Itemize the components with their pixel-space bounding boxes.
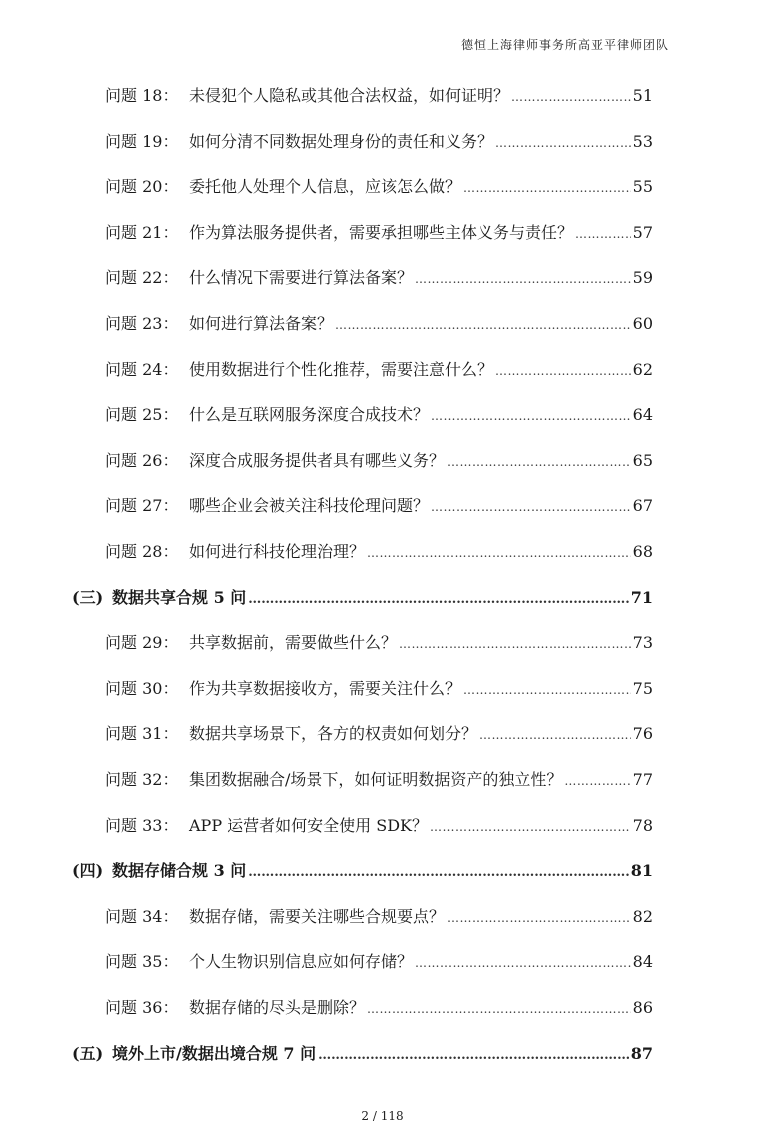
toc-question-entry[interactable] — [105, 405, 653, 426]
toc-question-entry[interactable] — [105, 952, 653, 973]
toc-entry-title: 什么情况下需要进行算法备案？ — [189, 268, 414, 288]
dot-leader — [463, 178, 631, 198]
toc-question-entry[interactable] — [105, 360, 653, 381]
toc-entry-page: 73 — [632, 633, 653, 653]
toc-question-entry[interactable] — [105, 132, 653, 153]
toc-entry-title: 什么是互联网服务深度合成技术？ — [189, 405, 430, 425]
toc-section-entry[interactable] — [72, 1044, 653, 1066]
toc-section-entry[interactable] — [72, 588, 653, 610]
toc-section-entry[interactable] — [72, 861, 653, 883]
dot-leader — [495, 133, 631, 153]
toc-question-entry[interactable] — [105, 314, 653, 335]
dot-leader — [399, 634, 631, 654]
toc-entry-number: 问题 32： — [105, 770, 179, 789]
toc-entry-number: 问题 30： — [105, 678, 179, 698]
dot-leader — [463, 680, 631, 700]
toc-question-entry[interactable] — [105, 770, 653, 791]
toc-entry-title: 委托他人处理个人信息，应该怎么做？ — [189, 177, 462, 197]
dot-leader — [447, 452, 631, 472]
toc-entry-number: 问题 33： — [105, 815, 179, 835]
toc-entry-page: 87 — [630, 1043, 653, 1063]
dot-leader — [367, 543, 631, 563]
toc-entry-page: 68 — [632, 542, 653, 561]
dot-leader — [318, 1046, 629, 1066]
dot-leader — [431, 497, 631, 517]
dot-leader — [564, 771, 630, 791]
toc-entry-page: 60 — [632, 314, 653, 333]
toc-entry-title: 数据共享合规 5 问 — [112, 587, 247, 607]
toc-entry-number: 问题 35： — [105, 952, 179, 972]
dot-leader — [479, 725, 631, 745]
toc-question-entry[interactable] — [105, 223, 653, 244]
toc-entry-title: 哪些企业会被关注科技伦理问题？ — [189, 496, 430, 516]
toc-question-entry[interactable] — [105, 907, 653, 928]
toc-entry-number: 问题 18： — [105, 86, 179, 105]
toc-entry-page: 57 — [632, 222, 653, 242]
toc-entry-number: 问题 29： — [105, 633, 179, 653]
toc-question-entry[interactable] — [105, 496, 653, 517]
toc-question-entry[interactable] — [105, 679, 653, 700]
toc-entry-number: 问题 28： — [105, 542, 179, 561]
dot-leader — [447, 908, 631, 928]
toc-question-entry[interactable] — [105, 177, 653, 198]
toc-entry-number: 问题 22： — [105, 268, 179, 288]
toc-entry-page: 86 — [632, 998, 653, 1017]
toc-entry-title: 集团数据融合/场景下，如何证明数据资产的独立性？ — [189, 770, 563, 789]
toc-entry-page: 81 — [630, 861, 653, 881]
toc-question-entry[interactable] — [105, 542, 653, 563]
toc-entry-number: 问题 27： — [105, 496, 179, 516]
toc-question-entry[interactable] — [105, 816, 653, 837]
toc-entry-title: 作为共享数据接收方，需要关注什么？ — [189, 678, 462, 698]
toc-entry-title: 未侵犯个人隐私或其他合法权益，如何证明？ — [189, 86, 510, 105]
toc-entry-number: 问题 20： — [105, 177, 179, 197]
toc-entry-number: 问题 36： — [105, 998, 179, 1017]
toc-entry-number: 问题 26： — [105, 450, 179, 470]
toc-entry-title: APP 运营者如何安全使用 SDK？ — [189, 815, 429, 835]
toc-entry-title: 作为算法服务提供者，需要承担哪些主体义务与责任？ — [189, 222, 574, 242]
toc-entry-title: 使用数据进行个性化推荐，需要注意什么？ — [189, 359, 494, 379]
dot-leader — [335, 315, 631, 335]
toc-entry-page: 59 — [632, 268, 653, 288]
toc-entry-page: 51 — [632, 86, 653, 105]
toc-entry-title: 数据存储，需要关注哪些合规要点？ — [189, 906, 446, 926]
toc-entry-number: 问题 23： — [105, 314, 179, 333]
dot-leader — [511, 87, 631, 107]
toc-entry-page: 64 — [632, 405, 653, 425]
toc-entry-page: 67 — [632, 496, 653, 516]
toc-entry-title: 如何进行科技伦理治理？ — [189, 542, 366, 561]
toc-question-entry[interactable] — [105, 268, 653, 289]
toc-entry-page: 84 — [632, 952, 653, 972]
dot-leader — [367, 999, 631, 1019]
toc-entry-page: 82 — [632, 906, 653, 926]
toc-entry-title: 深度合成服务提供者具有哪些义务？ — [189, 450, 446, 470]
toc-entry-number: 问题 31： — [105, 724, 179, 744]
toc-entry-number: 问题 19： — [105, 131, 179, 151]
toc-entry-number: (五) — [72, 1043, 104, 1063]
dot-leader — [431, 406, 631, 426]
dot-leader — [415, 953, 631, 973]
toc-entry-title: 共享数据前，需要做些什么？ — [189, 633, 398, 653]
toc-entry-number: 问题 34： — [105, 906, 179, 926]
toc-entry-title: 如何分清不同数据处理身份的责任和义务？ — [189, 131, 494, 151]
dot-leader — [248, 863, 628, 883]
toc-entry-page: 76 — [632, 724, 653, 744]
toc-entry-page: 77 — [632, 770, 653, 789]
toc-question-entry[interactable] — [105, 86, 653, 107]
toc-entry-page: 71 — [630, 587, 653, 607]
toc-entry-page: 62 — [632, 359, 653, 379]
toc-question-entry[interactable] — [105, 451, 653, 472]
toc-entry-title: 数据存储的尽头是删除？ — [189, 998, 366, 1017]
dot-leader — [430, 817, 631, 837]
toc-entry-title: 个人生物识别信息应如何存储？ — [189, 952, 414, 972]
toc-entry-number: (三) — [72, 587, 104, 607]
toc-question-entry[interactable] — [105, 724, 653, 745]
toc-entry-number: 问题 21： — [105, 222, 179, 242]
toc-entry-page: 55 — [632, 177, 653, 197]
toc-entry-title: 境外上市/数据出境合规 7 问 — [112, 1043, 317, 1063]
page-number-footer: 2 / 118 — [361, 1109, 404, 1123]
dot-leader — [495, 361, 631, 381]
toc-entry-number: (四) — [72, 861, 104, 881]
toc-entry-number: 问题 25： — [105, 405, 179, 425]
toc-entry-page: 78 — [632, 815, 653, 835]
toc-entry-title: 如何进行算法备案？ — [189, 314, 334, 333]
toc-question-entry[interactable] — [105, 998, 653, 1019]
toc-entry-number: 问题 24： — [105, 359, 179, 379]
toc-entry-title: 数据共享场景下，各方的权责如何划分？ — [189, 724, 478, 744]
dot-leader — [248, 590, 628, 610]
dot-leader — [575, 224, 631, 244]
toc-entry-page: 75 — [632, 678, 653, 698]
toc-entry-title: 数据存储合规 3 问 — [112, 861, 247, 881]
toc-question-entry[interactable] — [105, 633, 653, 654]
toc-entry-page: 53 — [632, 131, 653, 151]
dot-leader — [415, 269, 631, 289]
toc-entry-page: 65 — [632, 450, 653, 470]
running-header: 德恒上海律师事务所高亚平律师团队 — [460, 38, 669, 52]
